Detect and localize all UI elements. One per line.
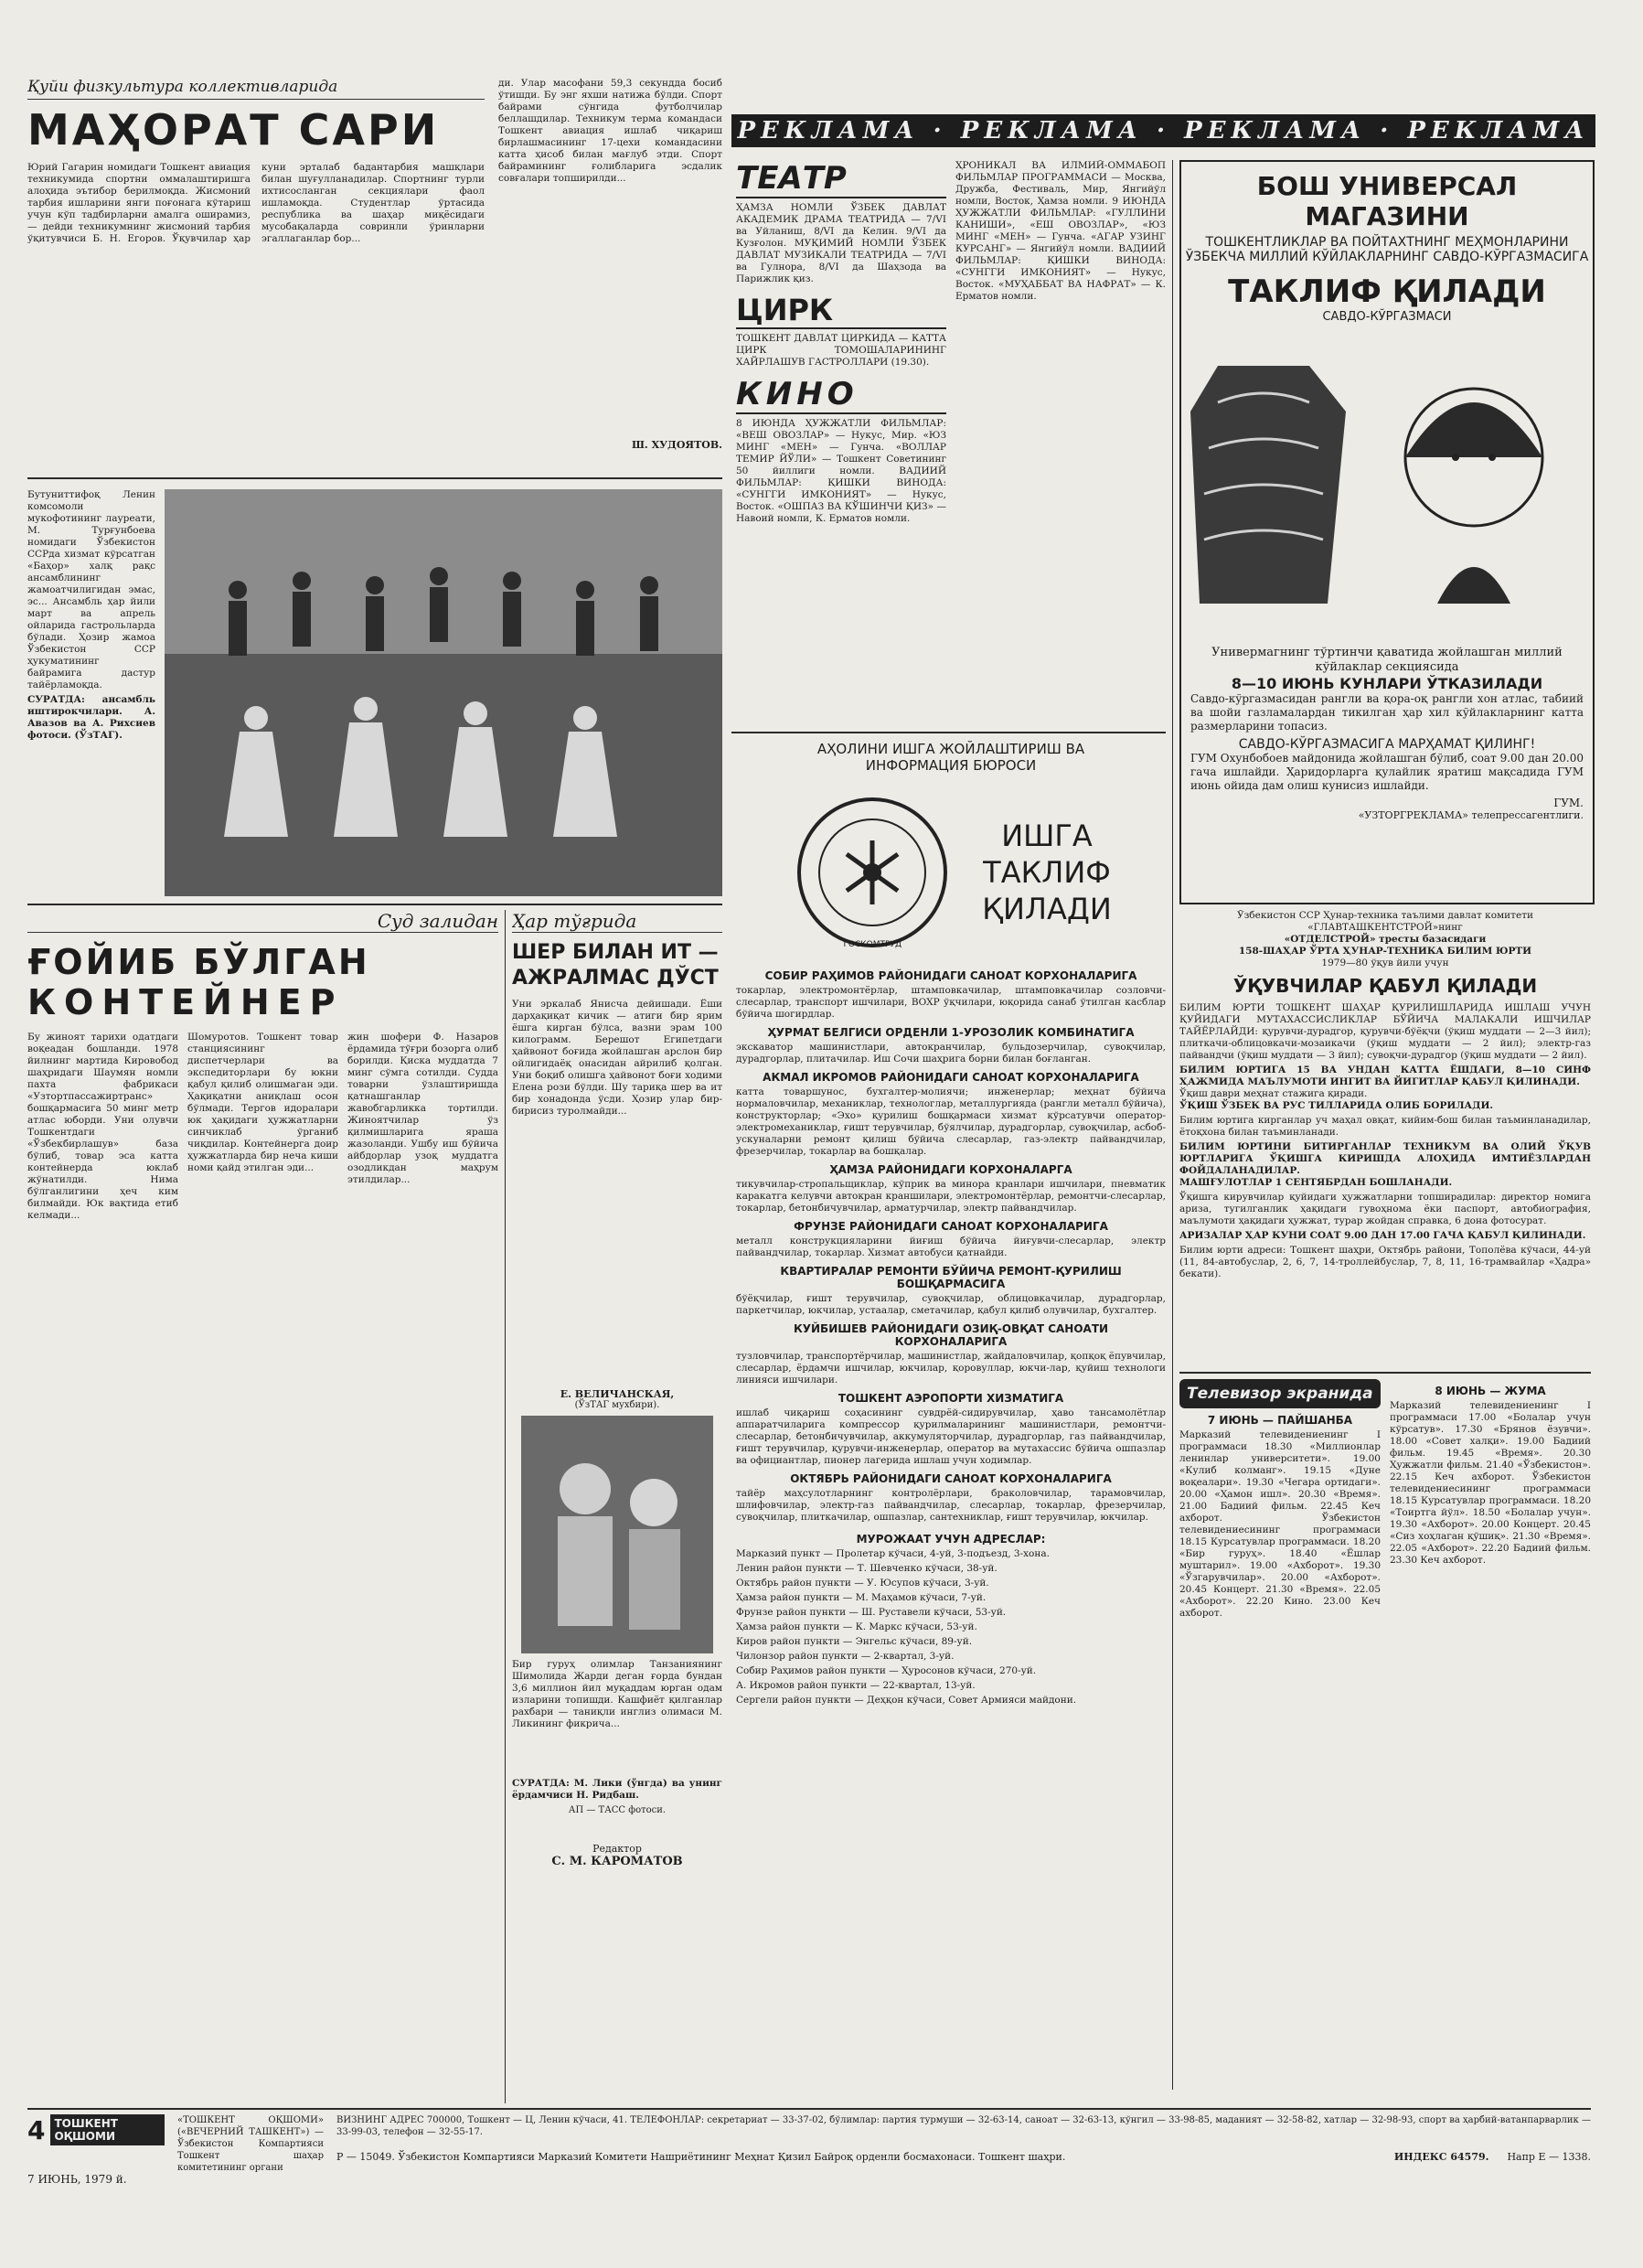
divider xyxy=(1179,1372,1591,1374)
tv-day-7: 7 ИЮНЬ — ПАЙШАНБА xyxy=(1207,1414,1353,1427)
school-body-1: БИЛИМ ЮРТИ ТОШКЕНТ ШАҲАР ҚУРИЛИШЛАРИДА ИШЛАШ УЧУН ҚУЙИДАГИ МУТАХАССИСЛИКЛАР БЎЙИЧА МАЛАКАЛИ ИШЧИЛАР ТАЙЁРЛАЙДИ: қурувчи-дурадгор, қурувчи-бўёқчи (ўқиш муддати — 2—3 йил); плиткачи-облицовкачи-мозаикачи (ўқиш муддати — 2 йил); электр-газ пайвандчи (ўқиш муддати — 3 йил); сувоқчи-дурадгор (ўқиш муддати — 2 йил). xyxy=(1179,1002,1591,1061)
jobs-invite-3: ҚИЛАДИ xyxy=(982,892,1112,926)
editorial-address: ВИЗНИНГ АДРЕС 700000, Тошкент — Ц, Ленин кўчаси, 41. ТЕЛЕФОНЛАР: секретариат — 33-37-02, бўлимлар: партия турмуши — 32-63-14, саноат — 32-63-13, кўнгил — 33-98-85, маданият — 32-58-82, хатлар — 32-98-93, спорт ва ҳарбий-ватанпарварлик — 33-99-03, телефон — 32-55-17. xyxy=(336,2115,1591,2137)
gum-ad xyxy=(1179,160,1595,904)
job-section-text: тузловчилар, транспортёрчилар, машинистлар, жайдаловчилар, қопқоқ ёпувчилар, слесарлар, ёрдамчи ишчилар, юкчилар, қоровуллар, юкчи-лар, қуйиш технологи линияси ишчилари. xyxy=(736,1351,1166,1385)
job-bureau-ad xyxy=(736,741,1166,2094)
job-section-text: катта товаршунос, бухгалтер-молиячи; инженерлар; меҳнат бўйича нормаловчилар, механиклар, технологлар, металлургияда (рангли металл бўйича), конструкторлар; «Эхо» қурилиш бошқармаси хизмат кўрсатувчи оператор-электромеханиклар, ғишт терувчилар, бўялчилар, дурадгорлар, сувоқчилар, асбоб-ускуналарни ремонт қилиш бўйича слесарлар, газ-электр пайвандчилар, фрезерчилар, токарлар ва бошқалар. xyxy=(736,1086,1166,1157)
tv-logo: Телевизор экранида xyxy=(1179,1379,1381,1408)
entertainment-listings xyxy=(736,160,1166,727)
court-col-1: Бу жиноят тарихи одатдаги воқеадан бошланди. 1978 йилнинг мартида Кировобод шаҳридаги Шаумян номли пахта фабрикаси «Узтортпассажиртранс» бошқармасига 50 минг метр атлас юборди. Уни олувчи Тошкентдаги «Ўзбекбирлашув» база бўлиб, товар эса катта контейнерда юклаб жўнатилди. Нима бўлганлигини ҳеч ким билмайди. Юк вақтида етиб келмади... xyxy=(27,1032,178,1221)
dogs-rubric: Ҳар тўғрида xyxy=(512,910,722,933)
school-body-5: Билим юртига кирганлар уч маҳал овқат, кийим-бош билан таъминланадилар, ётоқхона билан таъминланади. xyxy=(1179,1115,1591,1138)
jobs-invite-2: ТАКЛИФ xyxy=(983,855,1111,890)
school-body-6: БИЛИМ ЮРТИНИ БИТИРГАНЛАР ТЕХНИКУМ ВА ОЛИЙ ЎҚУВ ЮРТЛАРИГА ЎҚИШГА КИРИШДА АЛОҲИДА ИМТИЁЗЛАРДАН ФОЙДАЛАНАДИЛАР. xyxy=(1179,1141,1591,1176)
school-time: АРИЗАЛАР ҲАР КУНИ СОАТ 9.00 ДАН 17.00 ГАЧА ҚАБУЛ ҚИЛИНАДИ. xyxy=(1179,1230,1586,1241)
job-sections xyxy=(736,969,1166,1524)
tv-listings xyxy=(1179,1379,1591,2102)
address-list xyxy=(736,1548,1166,1706)
job-section-head: АКМАЛ ИКРОМОВ РАЙОНИДАГИ САНОАТ КОРХОНАЛАРИГА xyxy=(763,1071,1139,1084)
job-section-head: КУЙБИШЕВ РАЙОНИДАГИ ОЗИҚ-ОВҚАТ САНОАТИ КОРХОНАЛАРИГА xyxy=(793,1322,1109,1348)
address-item: Киров район пункти — Энгельс кўчаси, 89-уй. xyxy=(736,1636,973,1647)
tv-col-2: Марказий телевидениенинг I программаси 17.00 «Болалар учун кўрсатув». 17.30 «Брянов ёзувчи». 18.00 «Совет халқи». 19.00 Бадиий фильм. 19.45 «Время». 20.30 Ҳужжатли фильм. 21.40 «Ўзбекистон». 22.15 Кеч ахборот. Ўзбекистон телевидениесининг программаси 18.15 Курсатувлар программаси. 18.20 «Тоиртга йўл». 18.50 «Болалар учун». 19.30 «Ахборот». 20.00 Концерт. 20.45 «Сиз хоҳлаган қўшиқ». 21.30 «Время». 22.05 «Ахборот». 22.20 Бадиий фильм. 23.30 Кеч ахборот. xyxy=(1390,1400,1591,1566)
kino-text-2: ҲРОНИКАЛ ВА ИЛМИЙ-ОММАБОП ФИЛЬМЛАР ПРОГРАММАСИ — Москва, Дружба, Фестиваль, Мир, Янгийўл номли, Восток, Ҳамза номли. 9 ИЮНДА ҲУЖЖАТЛИ ФИЛЬМЛАР: «ГУЛЛИНИ КАНИШИ», «ЕШ ОВОЗЛАР», «ЮЗ МИНГ «МЕН» — Гунча. «АГАР УЗИНГ КУРСАНГ» — Янгийўл номли. ВАДИИЙ ФИЛЬМЛАР: ҚИШКИ ВИНОДА: «СУНГГИ ИМКОНИЯТ» — Нукус, Восток. «МУҲАББАТ ВА НАФРАТ» — К. Ерматов номли. xyxy=(955,160,1166,302)
sport-headline: МАҲОРАТ САРИ xyxy=(27,105,440,155)
gum-sub-3: САВДО-КЎРГАЗМАСИ xyxy=(1322,310,1452,324)
lion-dog-article xyxy=(512,910,722,2103)
photo-caption-credit: СУРАТДА: ансамбль иштирокчилари. А. Авазов ва А. Рихсиев фотоси. (ЎзТАГ). xyxy=(27,694,155,741)
gum-invite: ТАКЛИФ ҚИЛАДИ xyxy=(1228,273,1546,310)
print-info: Р — 15049. Ўзбекистон Компартияси Марказий Комитети Нашриётининг Меҳнат Қизил Байроқ орденли босмахонаси. Тошкент шаҳри. xyxy=(336,2151,1066,2163)
circus-text: ТОШКЕНТ ДАВЛАТ ЦИРКИДА — КАТТА ЦИРК ТОМОШАЛАРИНИНГ ХАЙРЛАШУВ ГАСТРОЛЛАРИ (19.30). xyxy=(736,333,946,368)
school-title: ЎҚУВЧИЛАР ҚАБУЛ ҚИЛАДИ xyxy=(1232,975,1538,997)
job-section-head: ОКТЯБРЬ РАЙОНИДАГИ САНОАТ КОРХОНАЛАРИГА xyxy=(790,1472,1112,1485)
court-rubric: Суд залидан xyxy=(27,910,498,933)
editor-label: Редактор xyxy=(592,1843,642,1855)
court-article xyxy=(27,910,498,2103)
address-item: Чилонзор район пункти — 2-квартал, 3-уй. xyxy=(736,1651,955,1662)
divider xyxy=(1172,160,1173,2090)
gum-dates: 8—10 ИЮНЬ КУНЛАРИ ЎТКАЗИЛАДИ xyxy=(1231,675,1543,692)
footer-divider xyxy=(27,2108,1591,2110)
court-headline-1: ҒОЙИБ БЎЛГАН xyxy=(27,942,370,982)
dogs-headline: ШЕР БИЛАН ИТ — АЖРАЛМАС ДЎСТ xyxy=(512,941,719,990)
gum-call: САВДО-КЎРГАЗМАСИГА МАРҲАМАТ ҚИЛИНГ! xyxy=(1238,737,1536,752)
photo-caption-text: Бутуниттифоқ Ленин комсомоли мукофотининг лауреати, М. Турғунбоева номидаги Ўзбекистон ССРда хизмат кўрсатган «Баҳор» халқ рақс ансамблининг жамоатчилигидан эмас, эс... Ансамбль ҳар йили март ва апрель ойларида гастрольларда бўлади. Ҳозир жамоа Ўзбекистон ССР ҳукуматининг байрамига дастур тайёрламоқда. xyxy=(27,489,155,690)
sport-rubric: Қуйи физкультура коллективларида xyxy=(27,78,485,100)
theatre-logo: ТЕАТР xyxy=(736,160,946,198)
job-section-text: металл конструкцияларини йиғиш бўйича йиғувчи-слесарлар, электр пайвандчилар, токарлар. Хизмат автобуси қатнайди. xyxy=(736,1236,1166,1258)
reklama-banner: РЕКЛАМА · РЕКЛАМА · РЕКЛАМА · РЕКЛАМА xyxy=(731,114,1595,147)
divider xyxy=(505,910,506,2103)
jobs-title-2: ИНФОРМАЦИЯ БЮРОСИ xyxy=(865,757,1037,774)
paper-masthead: ТОШКЕНТ ОҚШОМИ xyxy=(50,2114,165,2145)
dogs-body: Уни эркалаб Янисча дейишади. Ёши дарҳақиқат кичик — атиги бир ярим ёшга кирган бўлса, вазни эрам 100 килограмм. Берешот Египетдаги ҳайвонот боғида жойлашган арслон бир ойлигидаёқ онасидан айрилиб қолган. Уни боқиб олишга ҳайвонот боғи ходими Елена рози бўлди. Шу тариқа шер ва ит бир хонадонда ўсди. Ҳозир улар бир-бирисиз туролмайди... xyxy=(512,999,722,1117)
kino-logo: КИНО xyxy=(736,376,946,414)
school-body-8: Ўқишга кирувчилар қуйидаги ҳужжатларни топширадилар: директор номига ариза, тугилганлик ҳақидаги гувоҳнома ёки паспорт, автобиография, маълумоти ҳақидаги ҳужжат, турар жойдан справка, 6 дона фотосурат. xyxy=(1179,1192,1591,1226)
gum-body-3: ГУМ Охунбобоев майдонида жойлашган бўлиб, соат 9.00 дан 20.00 гача ишлайди. Ҳаридорларга қулайлик яратиш мақсадида ГУМ июнь ойида дам олиш кунисиз ишлайди. xyxy=(1190,752,1584,792)
school-line-3: 158-ШАҲАР ЎРТА ҲУНАР-ТЕХНИКА БИЛИМ ЮРТИ xyxy=(1238,946,1532,957)
job-section-head: ТОШКЕНТ АЭРОПОРТИ ХИЗМАТИГА xyxy=(838,1392,1064,1405)
address-head: МУРОЖААТ УЧУН АДРЕСЛАР: xyxy=(856,1533,1046,1546)
divider xyxy=(27,904,722,905)
circus-logo: ЦИРК xyxy=(736,293,946,329)
photo-caption xyxy=(27,489,155,892)
dogs-credit-name: Е. ВЕЛИЧАНСКАЯ, xyxy=(560,1388,675,1400)
school-body-7: МАШҒУЛОТЛАР 1 СЕНТЯБРДАН БОШЛАНАДИ. xyxy=(1179,1177,1453,1188)
index-number: ИНДЕКС 64579. xyxy=(1393,2151,1489,2163)
dancers-illustration xyxy=(165,489,722,896)
sport-signature: Ш. ХУДОЯТОВ. xyxy=(631,439,722,451)
gum-body-2: Савдо-кўргазмасидан рангли ва қора-оқ рангли хон атлас, табиий ва шойи газламалардан тикилган ҳар хил кўйлакларнинг катта размерларини топасиз. xyxy=(1190,692,1584,733)
job-section-text: токарлар, электромонтёрлар, штамповкачилар, штамповкачилар созловчи-слесарлар, транспорт ишчилари, ВОХР ўқчилари, юқорида санаб ўтилган касблар бўйича шогирдлар. xyxy=(736,985,1166,1020)
school-body-2: БИЛИМ ЮРТИГА 15 ВА УНДАН КАТТА ЁШДАГИ, 8—10 СИНФ ҲАЖМИДА МАЪЛУМОТИ ИНГИТ ВА ЙИГИТЛАР ҚАБУЛ ҚИЛИНАДИ. xyxy=(1179,1064,1591,1087)
address-item: Фрунзе район пункти — Ш. Руставели кўчаси, 53-уй. xyxy=(736,1607,1007,1618)
job-section-text: тикувчилар-стропальщиклар, кўприк ва минора кранлари ишчилари, пневматик каракатга келувчи автокран краншилари, электромонтёрлар, ремонтчи-слесарлар, токарлар, бетонбичувчилар, арматурчилар, электр пайвандчилар. xyxy=(736,1179,1166,1214)
order-number: Напр Е — 1338. xyxy=(1507,2151,1591,2163)
address-item: Марказий пункт — Пролетар кўчаси, 4-уй, 3-подъезд, 3-хона. xyxy=(736,1548,1050,1559)
gum-title: БОШ УНИВЕРСАЛ МАГАЗИНИ xyxy=(1256,171,1518,231)
woman-illustration xyxy=(1181,329,1593,640)
job-section-head: СОБИР РАҲИМОВ РАЙОНИДАГИ САНОАТ КОРХОНАЛАРИГА xyxy=(764,969,1137,982)
address-item: Ҳамза район пункти — М. Маҳамов кўчаси, 7-уй. xyxy=(736,1592,987,1603)
publisher: «ТОШКЕНТ ОҚШОМИ» («ВЕЧЕРНИЙ ТАШКЕНТ») — Ўзбекистон Компартияси Тошкент шаҳар комитетининг органи xyxy=(177,2115,324,2173)
issue-date: 7 ИЮНЬ, 1979 й. xyxy=(27,2173,127,2186)
job-section-text: бўёқчилар, ғишт терувчилар, сувоқчилар, облицовкачилар, дурадгорлар, паркетчилар, юкчилар, устаалар, сметачилар, қабул қилиб олувчилар, бухгалтер. xyxy=(736,1293,1166,1316)
gum-sign-1: ГУМ. xyxy=(1553,797,1584,809)
gum-body-1: Универмагнинг тўртинчи қаватида жойлашган миллий кўйлаклар секциясида xyxy=(1211,646,1563,674)
address-item: Собир Раҳимов район пункти — Ҳуросонов кўчаси, 270-уй. xyxy=(736,1665,1037,1676)
scientists-credit: СУРАТДА: М. Лики (ўнгда) ва унинг ёрдамчиси Н. Ридбаш. xyxy=(512,1778,722,1801)
court-headline-2: КОНТЕЙНЕР xyxy=(27,982,344,1022)
job-section-head: ҲУРМАТ БЕЛГИСИ ОРДЕНЛИ 1-УРОЗОЛИК КОМБИНАТИГА xyxy=(767,1026,1135,1039)
address-item: Сергели район пункти — Деҳқон кўчаси, Совет Армияси майдони. xyxy=(736,1695,1077,1706)
court-col-2: Шомуротов. Тошкент товар станциясининг диспетчерлари ва экспедиторлари бу юкни қабул қилиб олишмаган эди. Ҳақиқатни аниқлаш осон бўлмади. Тергов идоралари юк ҳақидаги ҳужжатларни синчиклаб ўрганиб чиқдилар. Контейнерга доир ҳужжатларда бир неча киши номи қайд этилган эди... xyxy=(187,1032,338,1173)
school-address: Билим юрти адреси: Тошкент шаҳри, Октябрь райони, Тополёва кўчаси, 44-уй (11, 84-автобуслар, 2, 6, 7, 14-троллейбуслар, 7, 8, 11, 16-трамвайлар «Ҳадра» бекати). xyxy=(1179,1245,1591,1279)
school-line-2: «ОТДЕЛСТРОЙ» тресты базасидаги xyxy=(1284,934,1487,945)
page-number: 4 xyxy=(27,2114,46,2145)
address-item: Октябрь район пункти — У. Юсупов кўчаси, 3-уй. xyxy=(736,1578,989,1589)
divider xyxy=(731,732,1166,733)
job-section-head: КВАРТИРАЛАР РЕМОНТИ БЎЙИЧА РЕМОНТ-ҚУРИЛИШ БОШҚАРМАСИГА xyxy=(780,1265,1122,1290)
gum-sub-1: ТОШКЕНТЛИКЛАР ВА ПОЙТАХТНИНГ МЕҲМОНЛАРИНИ xyxy=(1205,235,1569,250)
scientists-photo xyxy=(521,1416,713,1653)
address-item: Ҳамза район пункти — К. Маркс кўчаси, 53-уй. xyxy=(736,1621,977,1632)
job-section-text: ишлаб чиқариш соҳасининг сувдрёй-сидирувчилар, ҳаво тансамолётлар аппаратчиларига компрессор қурилмаларининг машинистлари, ремонтчи-слесарлар, бетонбичувчилар, аккумуляторчилар, дурадгорлар, газ пайвандчилар, ғишт терувчилар, қурувчи-инженерлар, оператор ва мутахассис бўйича ошпазлар ва официантлар, пионер лагерида ишлаш учун ходимлар. xyxy=(736,1407,1166,1466)
school-line-4: 1979—80 ўқув йили учун xyxy=(1321,957,1449,968)
sport-body: Юрий Гагарин номидаги Тошкент авиация техникумида спортни оммалаштиришга алоҳида эътибор берилмоқда. Жисмоний тарбия ишларини янги поғонага кўтариш учун кўп тадбирларни амалга оширамиз, — дейди техникумнинг жисмоний тарбия ўқитувчиси Б. Н. Егоров. Ўқувчилар ҳар куни эрталаб бадантарбия машқлари билан шуғулланадилар. Спортнинг турли ихтисосланган секциялари фаол ишламоқда. Студентлар ўртасида республика ва шаҳар миқёсидаги мусобақаларда совринли ўринларни эгаллаганлар бор... xyxy=(27,162,485,244)
school-body-3: Ўқиш даври меҳнат стажига қиради. xyxy=(1179,1088,1368,1099)
agency-credit: АП — ТАСС фотоси. xyxy=(568,1805,667,1815)
dogs-credit-org: (ЎзТАГ мухбири). xyxy=(574,1400,660,1410)
gum-sign-2: «УЗТОРГРЕКЛАМА» телепрессагентлиги. xyxy=(1358,809,1584,821)
theatre-text: ҲАМЗА НОМЛИ ЎЗБЕК ДАВЛАТ АКАДЕМИК ДРАМА ТЕАТРИДА — 7/VI ва Уйланиш, 8/VI да Келин. 9/VI да Кузғолон. МУҚИМИЙ НОМЛИ ЎЗБЕК ДАВЛАТ МУЗИКАЛИ ТЕАТРИДА — 7/VI ва Гулнора, 8/VI да Шаҳзода ва Парижлик қиз. xyxy=(736,202,946,284)
sport-article xyxy=(27,78,485,471)
school-line-1: Ўзбекистон ССР Ҳунар-техника таълими давлат комитети «ГЛАВТАШКЕНТСТРОЙ»нинг xyxy=(1236,910,1534,933)
gum-sub-2: ЎЗБЕКЧА МИЛЛИЙ КЎЙЛАКЛАРНИНГ САВДО-КЎРГАЗМАСИГА xyxy=(1185,250,1589,264)
tv-col-1: Марказий телевидениенинг I программаси 18.30 «Миллионлар ленинлар университети». 19.00 «Кулиб колманг». 19.15 «Дуне воқеалари». 19.30 «Чегара ортидаги». 20.00 «Ҳамон ишл». 20.30 «Время». 21.00 Бадиий фильм. 22.45 Кеч ахборот. Ўзбекистон телевидениесининг программаси 18.15 Курсатувлар программаси. 18.20 «Бир гуруҳ». 18.40 «Ёшлар муштарил». 19.00 «Ахборот». 19.30 «Ўзгарувчилар». 20.00 «Ахборот». 20.45 Концерт. 21.30 «Время». 22.05 «Ахборот». 22.20 Кино. 23.00 Кеч ахборот. xyxy=(1179,1429,1381,1619)
goskomtrud-logo-icon xyxy=(790,790,955,955)
sport-article-continuation xyxy=(498,78,722,462)
job-section-text: экскаватор машинистлари, автокранчилар, бульдозерчилар, сувоқчилар, дурадгорлар, плитачилар. Иш Сочи шаҳрига борни билан боғланган. xyxy=(736,1042,1166,1064)
kino-text: 8 ИЮНДА ҲУЖЖАТЛИ ФИЛЬМЛАР: «ВЕШ ОВОЗЛАР» — Нукус, Мир. «ЮЗ МИНГ «МЕН» — Гунча. «ВОЛЛАР ТЕМИР ЙЎЛИ» — Тошкент Советининг 50 йиллиги номли. ВАДИИЙ ФИЛЬМЛАР: ҚИШКИ ВИНОДА: «СУНГГИ ИМКОНИЯТ» — Нукус, Восток. «ОШПАЗ ВА КЎШИНЧИ ҚИЗ» — Навоий номли, К. Ерматов номли. xyxy=(736,418,946,524)
vocational-school-ad xyxy=(1179,910,1591,1367)
job-section-text: тайёр маҳсулотларнинг контролёрлари, браколовчилар, тарамовчилар, шлифовчилар, электр-газ пайвандчилар, слесарлар, токарлар, фрезерчилар, сувоқчилар, плиткачилар, ошпазлар, сантехниклар, ғишт терувчилар, юкчилар. xyxy=(736,1488,1166,1523)
job-section-head: ҲАМЗА РАЙОНИДАГИ КОРХОНАЛАРГА xyxy=(829,1163,1072,1176)
ensemble-photo xyxy=(165,489,722,896)
job-section-head: ФРУНЗЕ РАЙОНИДАГИ САНОАТ КОРХОНАЛАРИГА xyxy=(794,1220,1108,1233)
divider xyxy=(27,477,722,479)
sport-continuation: ди. Улар масофани 59,3 секундда босиб ўтишди. Бу энг яхши натижа бўлди. Спорт байрами сўнгида футболчилар беллашдилар. Техникум терма командаси Тошкент авиация ишлаб чиқариш бирлашмасининг 17-цехи командасини катта ҳисоб билан мағлуб этди. Спорт байрамининг ғолибларига эсдалик совғалари топширилди... xyxy=(498,78,722,184)
address-item: А. Икромов район пункти — 22-квартал, 13-уй. xyxy=(736,1680,976,1691)
court-col-3: жин шофери Ф. Назаров ёрдамида тўғри бозорга олиб борилди. Қиска муддатда 7 минг сўмга сотилди. Судда товарни ўзлаштиришда қатнашганлар жавобгарликка тортилди. Жиноятчилар ўз қилмишларига яраша жазоланди. Ушбу иш бўйича айбдорлар узоқ муддатга озодликдан маҳрум этилдилар... xyxy=(347,1032,498,1185)
goskomtrud-label: ГОСКОМТРУД xyxy=(843,940,902,949)
jobs-title-1: АҲОЛИНИ ИШГА ЖОЙЛАШТИРИШ ВА xyxy=(816,741,1085,757)
footer xyxy=(27,2114,1591,2233)
school-body-4: ЎҚИШ ЎЗБЕК ВА РУС ТИЛЛАРИДА ОЛИБ БОРИЛАДИ. xyxy=(1179,1100,1494,1111)
scientists-caption: Бир гуруҳ олимлар Танзаниянинг Шимолида Жарди деган ғорда бундан 3,6 миллион йил муқаддам юрган одам изларини топишди. Кашфиёт қилганлар рахбари — таниқли инглиз олимаси М. Ликининг фикрича... xyxy=(512,1659,722,1729)
jobs-invite-1: ИШГА xyxy=(1001,818,1093,853)
editor-name: С. М. КАРОМАТОВ xyxy=(551,1855,683,1868)
tv-day-8: 8 ИЮНЬ — ЖУМА xyxy=(1435,1385,1546,1397)
address-item: Ленин район пункти — Т. Шевченко кўчаси, 38-уй. xyxy=(736,1563,998,1574)
